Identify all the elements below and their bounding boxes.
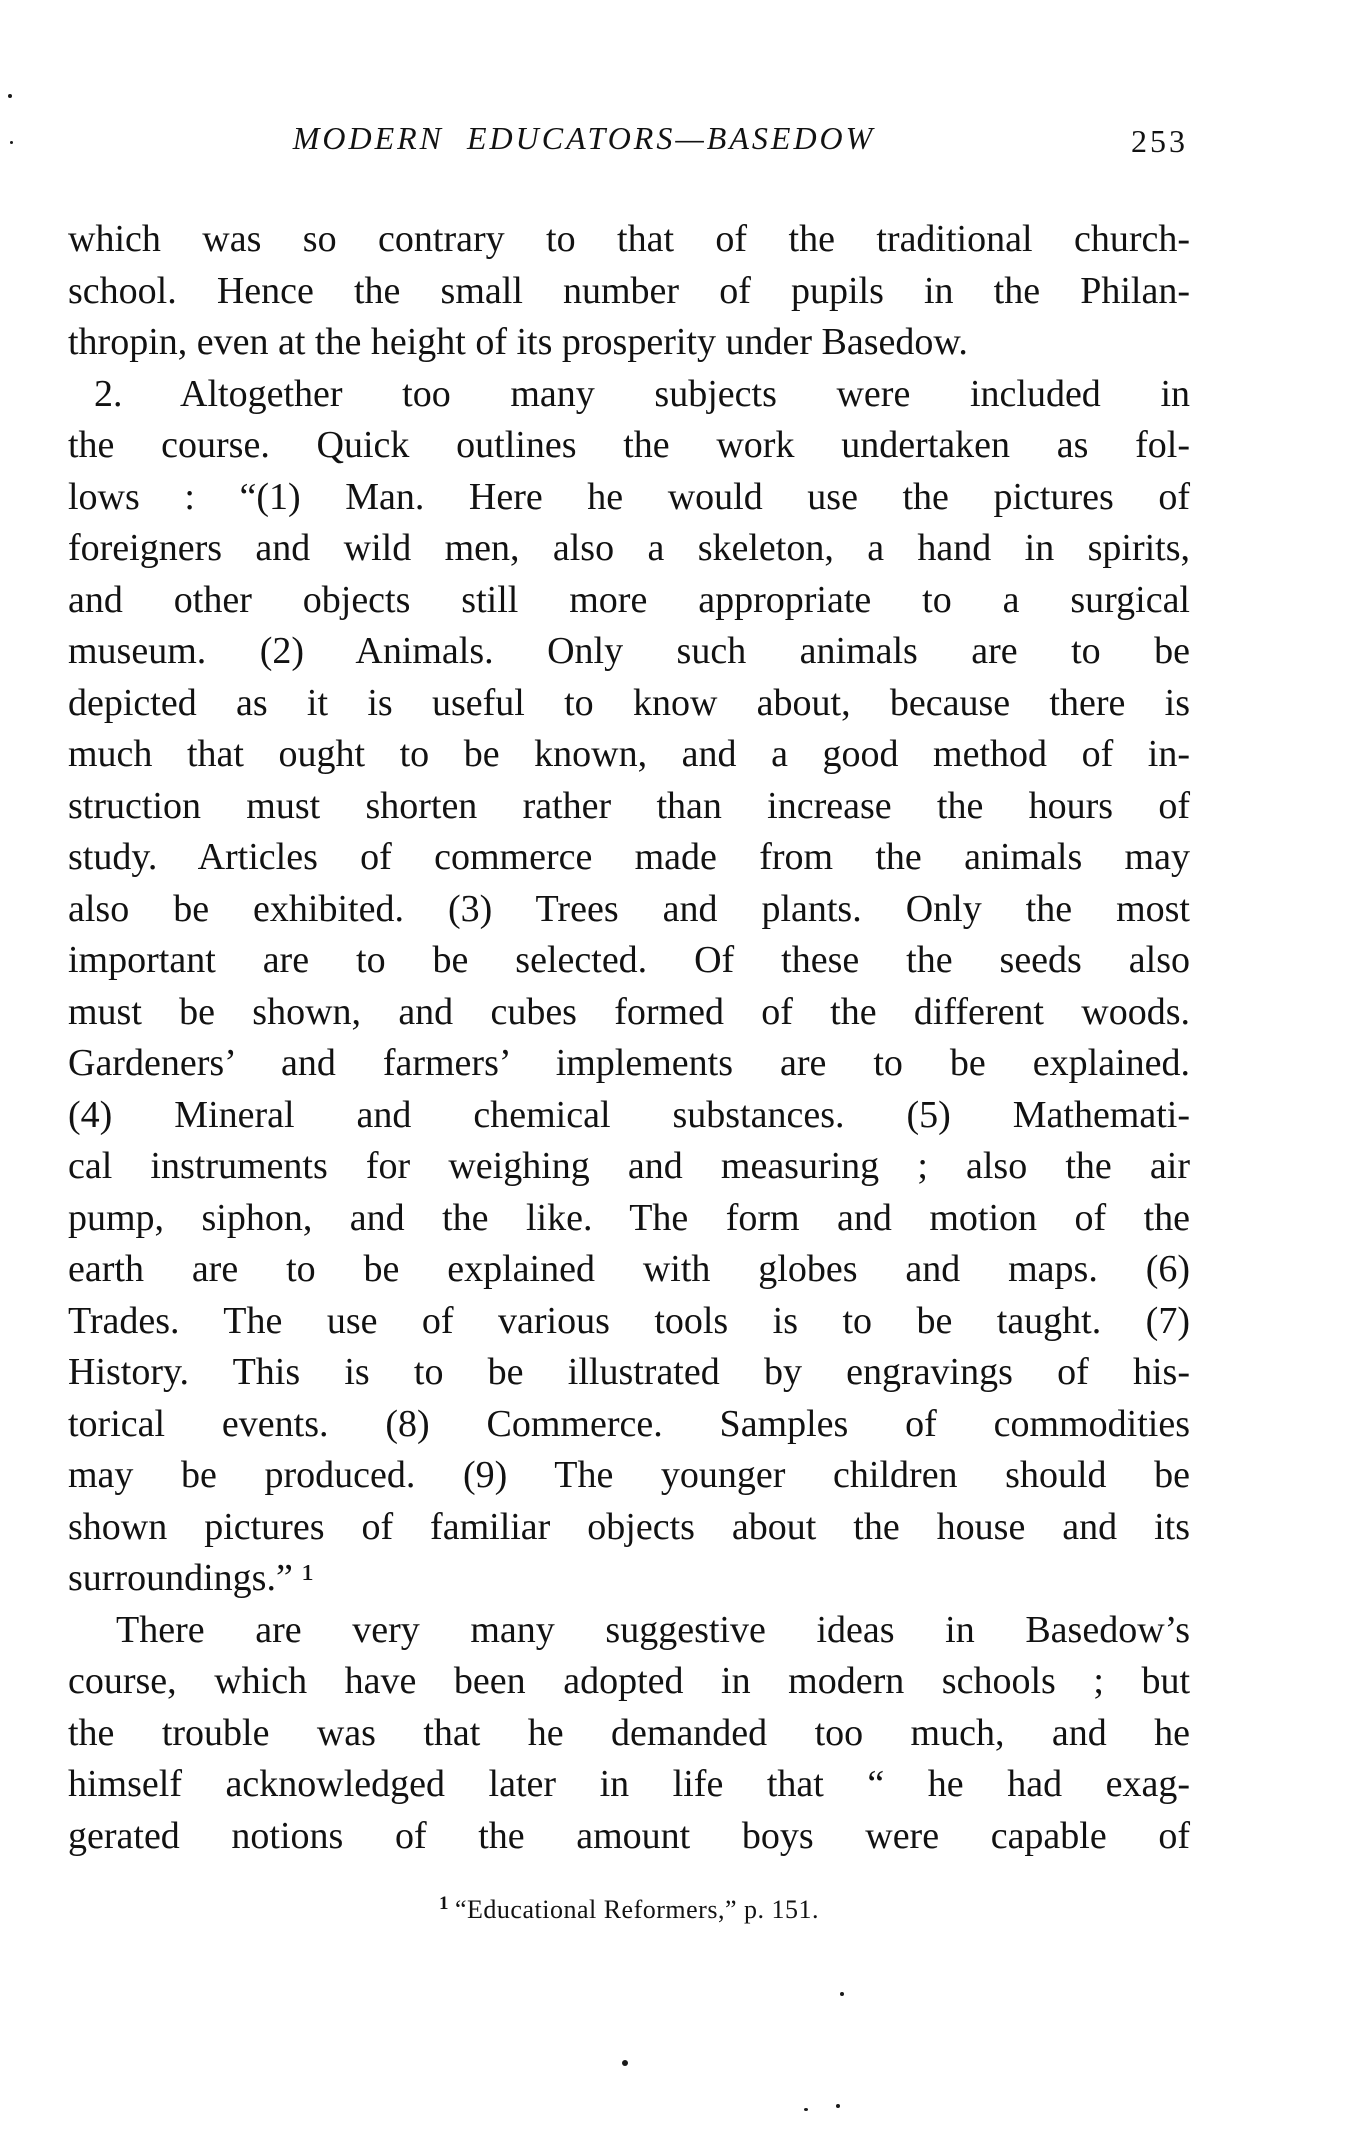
text-line: which was so contrary to that of the traditional church- [68,218,1190,260]
body-text [68,214,1190,1862]
text-line: study. Articles of commerce made from the animals may [68,836,1190,878]
text-line: museum. (2) Animals. Only such animals are to be [68,630,1190,672]
running-head-title: MODERN EDUCATORS—BASEDOW [292,120,876,156]
text-line: himself acknowledged later in life that “ he had exag- [68,1763,1190,1805]
text-line: torical events. (8) Commerce. Samples of commodities [68,1402,1190,1445]
text-line: must be shown, and cubes formed of the different woods. [68,990,1190,1033]
text-line: course, which have been adopted in modern schools ; but [68,1660,1190,1702]
scan-speck [8,94,12,98]
scan-speck [836,2104,840,2108]
paragraph [68,369,1190,1605]
text-line: 2. Altogether too many subjects were included in [94,372,1190,415]
text-line: (4) Mineral and chemical substances. (5) Mathemati- [68,1093,1190,1136]
text-line: and other objects still more appropriate to a surgical [68,578,1190,621]
text-line: Gardeners’ and farmers’ implements are to be explained. [68,1042,1190,1084]
text-line: earth are to be explained with globes and maps. (6) [68,1248,1190,1290]
text-line: much that ought to be known, and a good method of in- [68,733,1190,775]
scan-speck [804,2108,808,2111]
text-line: History. This is to be illustrated by engravings of his- [68,1351,1190,1393]
scan-speck [10,141,13,144]
text-line: struction must shorten rather than increase the hours of [68,784,1190,827]
scan-speck [840,1992,844,1996]
text-line: pump, siphon, and the like. The form and motion of the [68,1196,1190,1239]
text-line: the trouble was that he demanded too much, and he [68,1711,1190,1754]
paragraph [68,214,1190,369]
page-header [68,120,1190,170]
text-line: Trades. The use of various tools is to be taught. (7) [68,1299,1190,1342]
footnote [68,1893,1190,1925]
text-line: the course. Quick outlines the work undertaken as fol- [68,424,1190,466]
text-line: There are very many suggestive ideas in Basedow’s [116,1608,1190,1651]
text-line: shown pictures of familiar objects about the house and its [68,1505,1190,1548]
text-line: cal instruments for weighing and measuring ; also the air [68,1145,1190,1187]
text-line: also be exhibited. (3) Trees and plants. Only the most [68,887,1190,930]
footnote-marker: 1 [439,1893,449,1914]
text-line: depicted as it is useful to know about, because there is [68,681,1190,724]
text-line: gerated notions of the amount boys were capable of [68,1814,1190,1857]
text-line: surroundings.” ¹ [68,1557,314,1599]
text-line: may be produced. (9) The younger children should be [68,1454,1190,1496]
scan-speck [622,2060,628,2066]
text-line: foreigners and wild men, also a skeleton, a hand in spirits, [68,527,1190,569]
footnote-text: “Educational Reformers,” p. 151. [455,1895,819,1924]
page-number: 253 [1131,123,1188,159]
paragraph [68,1605,1190,1863]
text-line: school. Hence the small number of pupils in the Philan- [68,269,1190,312]
text-line: lows : “(1) Man. Here he would use the pictures of [68,475,1190,518]
text-line: thropin, even at the height of its prosperity under Basedow. [68,321,968,363]
text-line: important are to be selected. Of these the seeds also [68,939,1190,981]
